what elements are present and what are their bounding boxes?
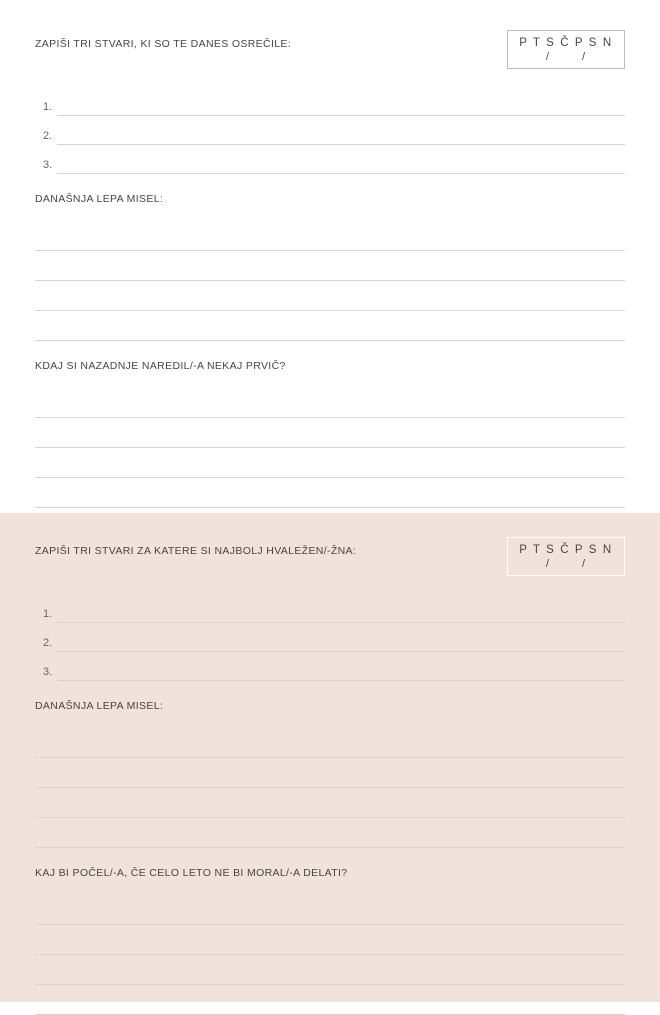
write-line[interactable]: [35, 311, 625, 341]
entry-bottom-question: KAJ BI POČEL/-A, ČE CELO LETO NE BI MORAL/-A DELATI?: [35, 867, 348, 880]
write-line[interactable]: [57, 172, 625, 174]
list-item[interactable]: [35, 116, 625, 145]
date-slash-2: /: [582, 51, 587, 63]
entry-top-question: KDAJ SI NAZADNJE NAREDIL/-A NEKAJ PRVIČ?: [35, 360, 286, 373]
write-line[interactable]: [35, 478, 625, 508]
entry-top-numbered-list: [35, 87, 625, 174]
write-line[interactable]: [35, 925, 625, 955]
write-line[interactable]: [35, 985, 625, 1015]
write-line[interactable]: [57, 650, 625, 652]
list-number: 1.: [43, 608, 53, 620]
write-line[interactable]: [35, 221, 625, 251]
entry-top-thought-lines: [35, 221, 625, 341]
list-item[interactable]: [35, 145, 625, 174]
write-line[interactable]: [35, 728, 625, 758]
entry-top-header: [35, 30, 625, 69]
list-item[interactable]: [35, 87, 625, 116]
write-line[interactable]: [35, 895, 625, 925]
list-number: 2.: [43, 637, 53, 649]
list-number: 1.: [43, 101, 53, 113]
write-line[interactable]: [35, 955, 625, 985]
weekday-selector[interactable]: P T S Č P S N: [519, 544, 613, 556]
entry-bottom-question-lines: [35, 895, 625, 1015]
list-item[interactable]: [35, 623, 625, 652]
entry-top-prompt: ZAPIŠI TRI STVARI, KI SO TE DANES OSREČILE:: [35, 38, 292, 50]
entry-bottom-datebox[interactable]: [507, 537, 625, 576]
write-line[interactable]: [35, 818, 625, 848]
entry-top: [0, 0, 660, 489]
date-slash-1: /: [545, 558, 550, 570]
date-slash-2: /: [582, 558, 587, 570]
entry-bottom-numbered-list: [35, 594, 625, 681]
write-line[interactable]: [35, 388, 625, 418]
write-line[interactable]: [57, 114, 625, 116]
entry-bottom-prompt: ZAPIŠI TRI STVARI ZA KATERE SI NAJBOLJ HVALEŽEN/-ŽNA:: [35, 545, 357, 557]
weekday-selector[interactable]: P T S Č P S N: [519, 37, 613, 49]
list-item[interactable]: [35, 594, 625, 623]
write-line[interactable]: [57, 621, 625, 623]
entry-top-thought-label: DANAŠNJA LEPA MISEL:: [35, 193, 164, 205]
date-field[interactable]: [508, 51, 624, 63]
entry-bottom-thought-lines: [35, 728, 625, 848]
list-number: 3.: [43, 666, 53, 678]
write-line[interactable]: [35, 251, 625, 281]
list-number: 3.: [43, 159, 53, 171]
write-line[interactable]: [57, 679, 625, 681]
entry-bottom: [0, 513, 660, 1002]
write-line[interactable]: [35, 281, 625, 311]
list-item[interactable]: [35, 652, 625, 681]
write-line[interactable]: [35, 758, 625, 788]
entry-top-datebox[interactable]: [507, 30, 625, 69]
write-line[interactable]: [35, 788, 625, 818]
entry-bottom-header: [35, 537, 625, 576]
write-line[interactable]: [35, 448, 625, 478]
write-line[interactable]: [35, 418, 625, 448]
entry-top-question-lines: [35, 388, 625, 508]
date-slash-1: /: [545, 51, 550, 63]
list-number: 2.: [43, 130, 53, 142]
write-line[interactable]: [57, 143, 625, 145]
entry-bottom-thought-label: DANAŠNJA LEPA MISEL:: [35, 700, 164, 712]
date-field[interactable]: [508, 558, 624, 570]
